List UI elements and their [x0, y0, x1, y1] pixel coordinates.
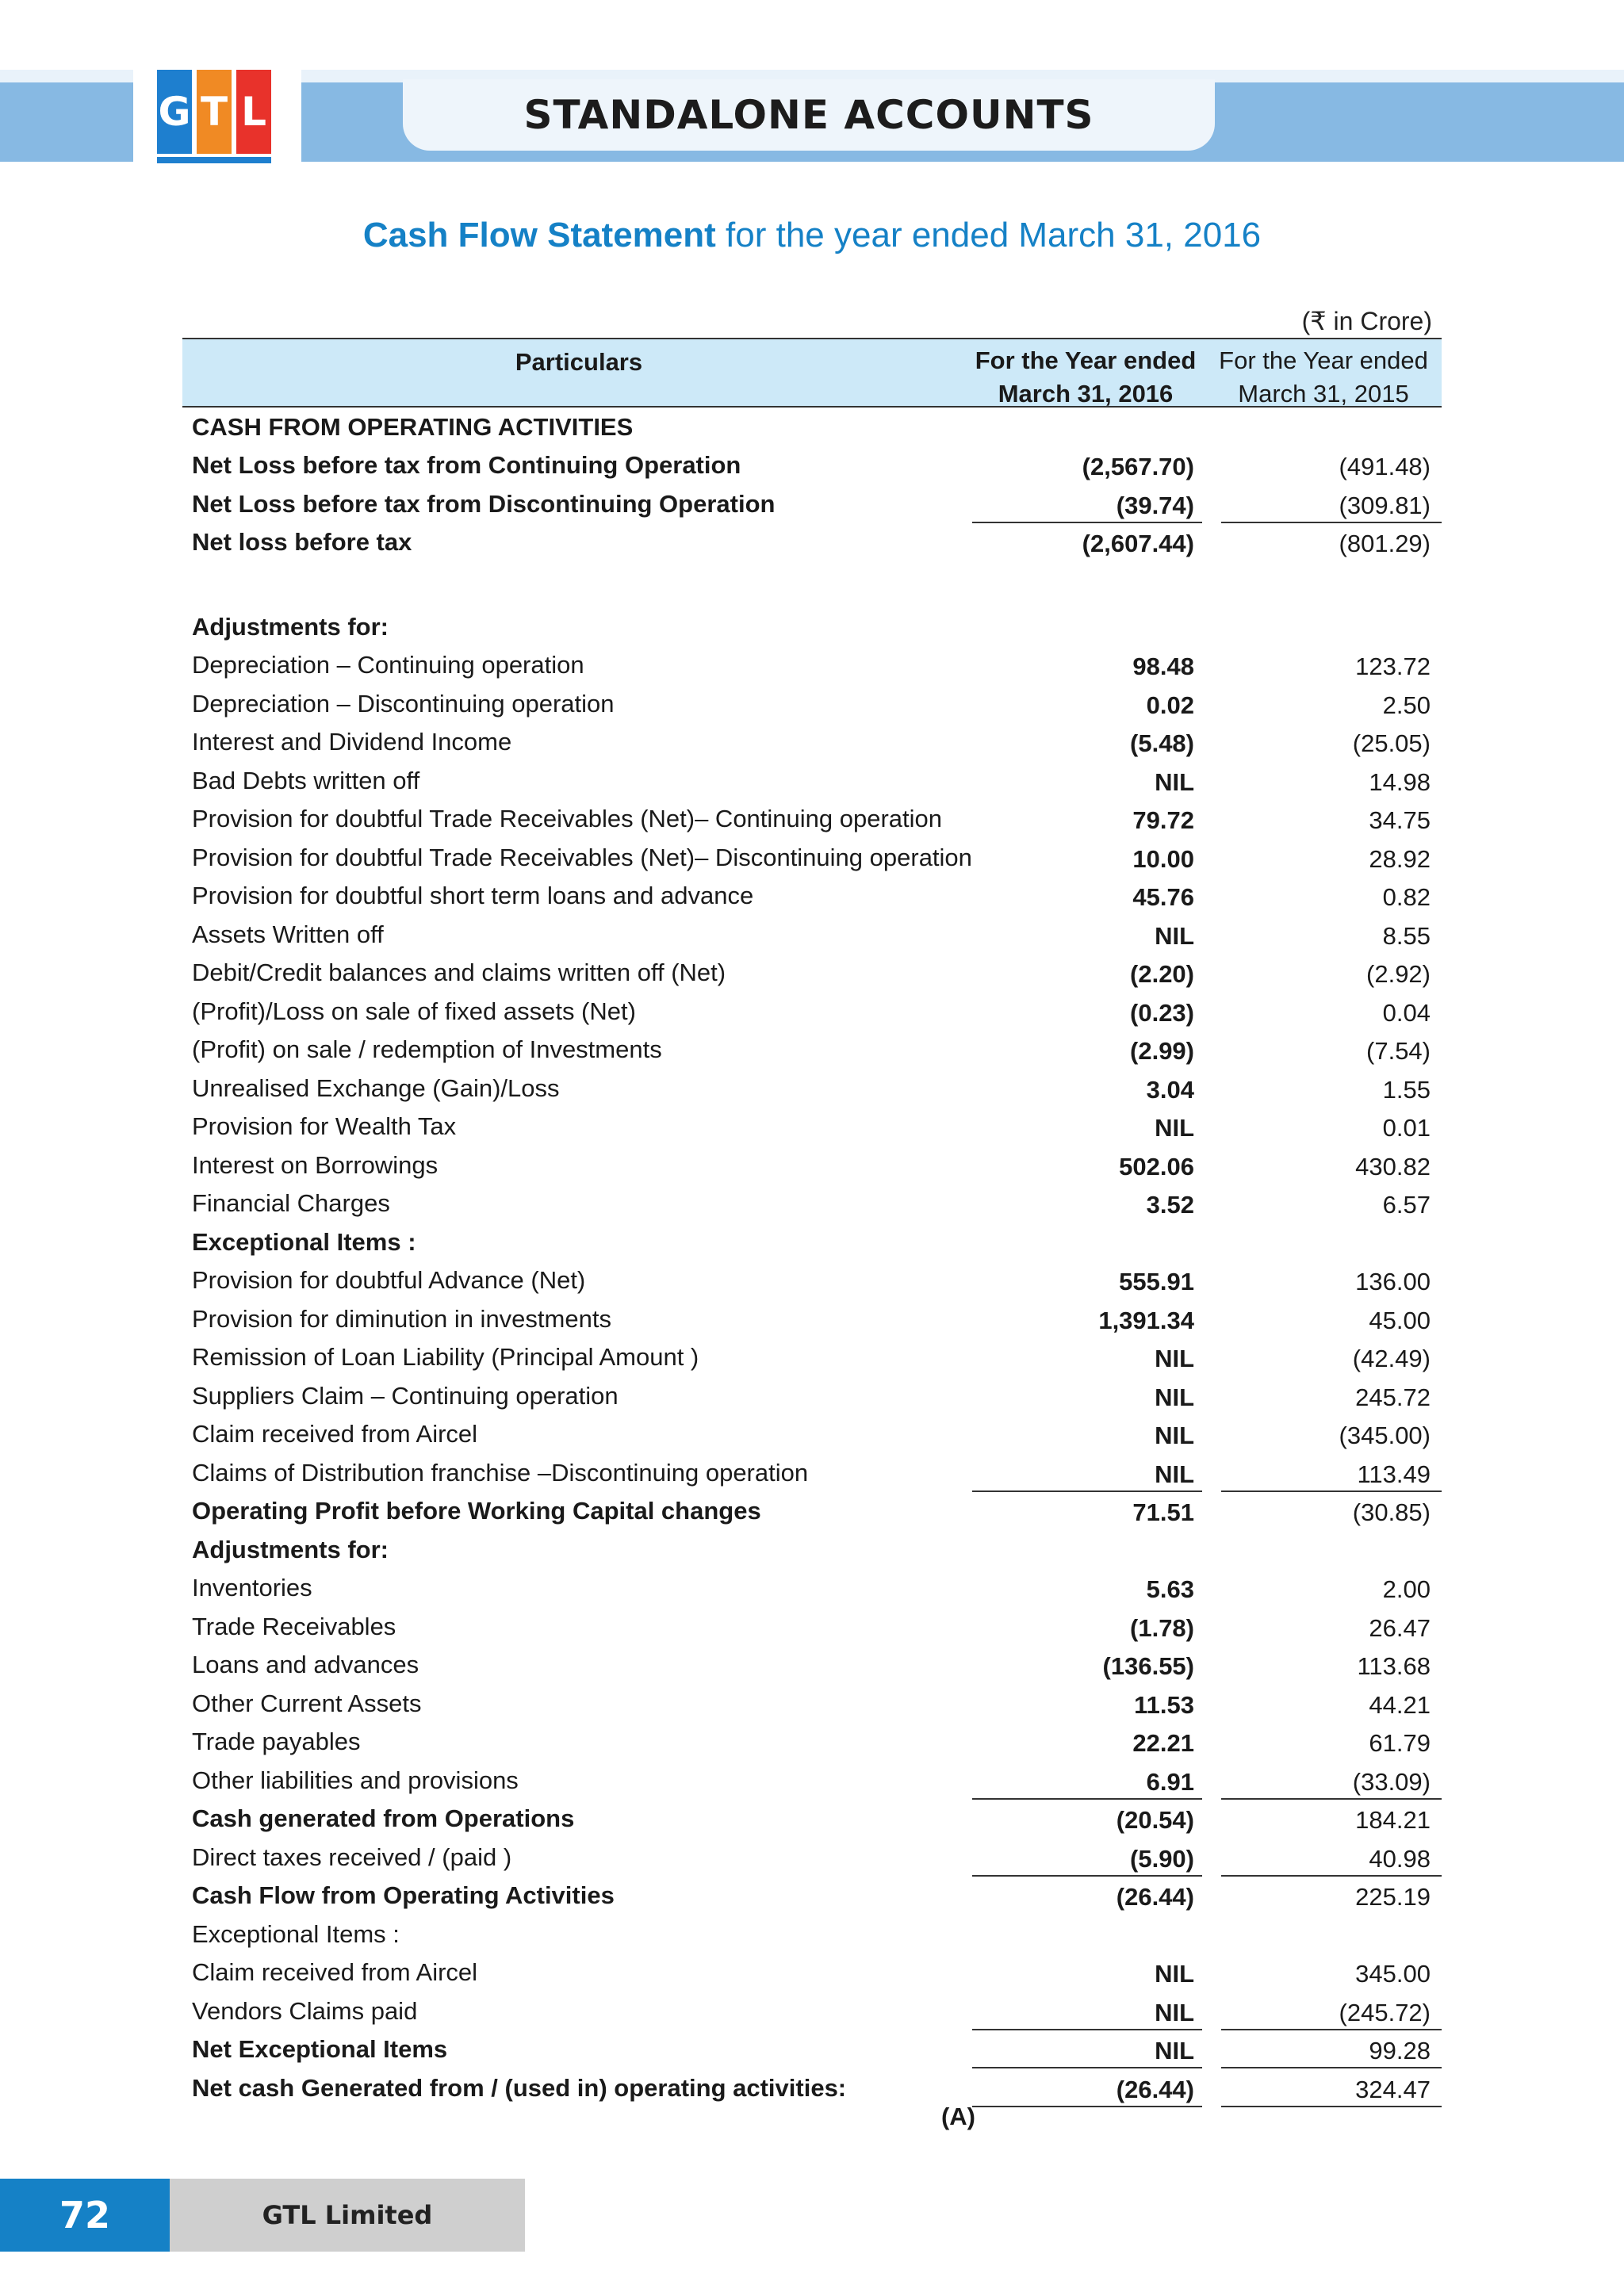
- row-spacer: [182, 561, 1442, 607]
- table-row: [182, 1569, 1442, 1608]
- value-2015: (33.09): [1352, 1767, 1431, 1796]
- table-header: [182, 338, 1442, 408]
- row-label: Provision for doubtful Trade Receivables (Net)– Discontinuing operation: [192, 843, 972, 871]
- value-2016: 3.52: [1146, 1191, 1194, 1219]
- section-title-tab: [403, 79, 1215, 151]
- row-label: (Profit) on sale / redemption of Investments: [192, 1035, 662, 1063]
- value-2015: 345.00: [1355, 1960, 1431, 1988]
- value-2015: (30.85): [1352, 1498, 1431, 1526]
- value-2016: NIL: [1155, 1998, 1194, 2026]
- value-2015: 2.00: [1382, 1575, 1431, 1603]
- value-2015: (7.54): [1366, 1037, 1431, 1065]
- table-row: [182, 607, 1442, 646]
- table-row: [182, 1338, 1442, 1377]
- column-header-2015: [1205, 344, 1442, 411]
- table-row: [182, 1530, 1442, 1569]
- table-row: [182, 1069, 1442, 1108]
- value-2015: 14.98: [1369, 767, 1431, 796]
- table-row: [182, 1723, 1442, 1762]
- page-number: 72: [0, 2179, 170, 2252]
- table-row: [182, 1761, 1442, 1800]
- value-2015: 324.47: [1355, 2075, 1431, 2103]
- section-title: STANDALONE ACCOUNTS: [523, 92, 1094, 138]
- row-label: Provision for doubtful Trade Receivables (Net)– Continuing operation: [192, 805, 943, 832]
- table-row: [182, 1146, 1442, 1184]
- value-2016: 0.02: [1146, 691, 1194, 719]
- value-2015: 8.55: [1382, 921, 1431, 950]
- value-2016: 22.21: [1132, 1729, 1194, 1757]
- row-label: Suppliers Claim – Continuing operation: [192, 1381, 619, 1410]
- table-row: [182, 1954, 1442, 1992]
- value-2016: (136.55): [1102, 1652, 1194, 1680]
- row-label: Trade Receivables: [192, 1612, 396, 1640]
- value-2015: (2.92): [1366, 960, 1431, 988]
- row-label: Net loss before tax: [192, 528, 412, 556]
- table-row: [182, 915, 1442, 954]
- column-header-2016: [969, 344, 1202, 411]
- value-2015: 40.98: [1369, 1844, 1431, 1873]
- row-label: Provision for doubtful Advance (Net): [192, 1266, 586, 1294]
- row-label: Depreciation – Discontinuing operation: [192, 689, 615, 718]
- value-2016: NIL: [1155, 1960, 1194, 1988]
- value-2016: 45.76: [1132, 883, 1194, 911]
- value-2016: NIL: [1155, 1114, 1194, 1142]
- value-2015: 0.01: [1382, 1114, 1431, 1142]
- value-2015: (491.48): [1339, 453, 1431, 480]
- value-2016: NIL: [1155, 1460, 1194, 1488]
- table-row: [182, 484, 1442, 523]
- table-row: [182, 646, 1442, 685]
- statement-title-bold: Cash Flow Statement: [362, 216, 716, 254]
- row-label: Claim received from Aircel: [192, 1958, 478, 1986]
- table-row: [182, 1607, 1442, 1646]
- logo-underline: [157, 157, 271, 163]
- value-2016: (26.44): [1116, 2075, 1194, 2103]
- value-2015: 6.57: [1382, 1191, 1431, 1219]
- value-2015: 45.00: [1369, 1306, 1431, 1334]
- column-header-particulars: Particulars: [515, 348, 643, 376]
- table-row: [182, 523, 1442, 562]
- value-2015: (345.00): [1339, 1422, 1431, 1449]
- table-row: [182, 1299, 1442, 1338]
- table-row: [182, 1646, 1442, 1685]
- table-row: [182, 1877, 1442, 1915]
- row-tag-text: (A): [940, 2102, 975, 2130]
- value-2015: 61.79: [1369, 1729, 1431, 1757]
- value-2015: 99.28: [1369, 2037, 1431, 2064]
- value-2016: NIL: [1155, 1383, 1194, 1411]
- row-label: Interest and Dividend Income: [192, 728, 512, 756]
- table-row: [182, 1915, 1442, 1954]
- value-2016: (2,607.44): [1082, 530, 1194, 557]
- value-2015: 0.82: [1382, 883, 1431, 911]
- value-2015: 34.75: [1369, 806, 1431, 834]
- table-row: [182, 1184, 1442, 1223]
- table-body: [182, 408, 1442, 2130]
- currency-note: (₹ in Crore): [1301, 307, 1432, 335]
- value-2015: (42.49): [1352, 1345, 1431, 1372]
- value-2016: 5.63: [1146, 1575, 1194, 1603]
- row-label: Exceptional Items :: [192, 1227, 416, 1256]
- value-2015: (801.29): [1339, 530, 1431, 557]
- value-2016: NIL: [1155, 767, 1194, 796]
- value-2015: 113.49: [1357, 1460, 1431, 1488]
- row-label: Unrealised Exchange (Gain)/Loss: [192, 1073, 560, 1102]
- table-row: [182, 1992, 1442, 2030]
- value-2015: (309.81): [1339, 491, 1431, 519]
- value-2016: NIL: [1155, 2037, 1194, 2064]
- value-2016: (26.44): [1116, 1883, 1194, 1911]
- row-label: Direct taxes received / (paid ): [192, 1843, 512, 1871]
- value-2016: 1,391.34: [1098, 1306, 1194, 1334]
- table-row: [182, 1261, 1442, 1300]
- row-label: Claim received from Aircel: [192, 1420, 478, 1448]
- row-label: Provision for Wealth Tax: [192, 1112, 457, 1140]
- value-2015: 44.21: [1369, 1690, 1431, 1719]
- table-row: [182, 838, 1442, 877]
- row-label: Financial Charges: [192, 1189, 390, 1217]
- value-2015: 28.92: [1369, 844, 1431, 873]
- row-label: Net cash Generated from / (used in) operating activities:: [192, 2073, 847, 2102]
- cash-flow-table: [182, 338, 1442, 2130]
- value-2015: (245.72): [1339, 1998, 1431, 2026]
- value-2016: 10.00: [1132, 844, 1194, 873]
- table-row: [182, 1684, 1442, 1723]
- row-label: Provision for diminution in investments: [192, 1304, 611, 1333]
- table-row: [182, 446, 1442, 485]
- value-2016: NIL: [1155, 1422, 1194, 1449]
- row-label: Vendors Claims paid: [192, 1996, 418, 2025]
- row-label: Net Loss before tax from Continuing Operation: [192, 451, 741, 479]
- row-label: Bad Debts written off: [192, 766, 420, 794]
- table-row: [182, 2030, 1442, 2069]
- row-label: Remission of Loan Liability (Principal Amount ): [192, 1343, 699, 1371]
- table-row: [182, 1453, 1442, 1492]
- row-label: Claims of Distribution franchise –Discontinuing operation: [192, 1458, 809, 1487]
- row-label: Trade payables: [192, 1728, 361, 1755]
- value-2016: NIL: [1155, 1345, 1194, 1372]
- table-row: [182, 1800, 1442, 1839]
- table-row: [182, 1108, 1442, 1146]
- footer-company-name: GTL Limited: [170, 2179, 525, 2252]
- value-2015: 245.72: [1355, 1383, 1431, 1411]
- table-row: [182, 761, 1442, 800]
- row-label: Adjustments for:: [192, 612, 389, 641]
- column-header-2016-line2: March 31, 2016: [998, 380, 1174, 408]
- column-header-2016-line1: For the Year ended: [975, 346, 1197, 374]
- row-label: Loans and advances: [192, 1651, 419, 1678]
- table-row: [182, 723, 1442, 762]
- column-header-2015-line2: March 31, 2015: [1238, 380, 1409, 408]
- value-2016: (5.90): [1130, 1844, 1194, 1873]
- value-2016: 502.06: [1119, 1152, 1194, 1181]
- row-label: Interest on Borrowings: [192, 1150, 439, 1179]
- row-label: (Profit)/Loss on sale of fixed assets (Net): [192, 997, 636, 1025]
- row-label: CASH FROM OPERATING ACTIVITIES: [192, 412, 634, 441]
- value-2015: 113.68: [1357, 1652, 1431, 1680]
- logo-letter-l: L: [236, 70, 271, 154]
- row-label: Assets Written off: [192, 920, 384, 948]
- value-2016: 6.91: [1146, 1767, 1194, 1796]
- row-label: Provision for doubtful short term loans and advance: [192, 882, 754, 909]
- row-label: Cash Flow from Operating Activities: [192, 1881, 615, 1909]
- value-2015: 225.19: [1355, 1883, 1431, 1911]
- row-label: Cash generated from Operations: [192, 1804, 575, 1832]
- value-2016: (2.20): [1130, 960, 1194, 988]
- statement-title: [0, 216, 1624, 255]
- value-2015: 184.21: [1355, 1806, 1431, 1834]
- table-row: [182, 684, 1442, 723]
- row-label: Other Current Assets: [192, 1689, 422, 1717]
- logo-letter-g: G: [157, 70, 192, 154]
- row-label: Operating Profit before Working Capital changes: [192, 1497, 761, 1525]
- table-row: [182, 1031, 1442, 1070]
- value-2016: (2,567.70): [1082, 453, 1194, 480]
- table-row: [182, 408, 1442, 446]
- gtl-logo: [133, 67, 301, 163]
- table-row: [182, 992, 1442, 1031]
- table-row: [182, 877, 1442, 916]
- value-2016: 11.53: [1134, 1690, 1194, 1719]
- row-label: Exceptional Items :: [192, 1919, 400, 1948]
- table-row: [182, 1223, 1442, 1261]
- value-2016: 3.04: [1146, 1075, 1194, 1104]
- value-2016: (0.23): [1130, 998, 1194, 1027]
- value-2016: NIL: [1155, 921, 1194, 950]
- row-label: Other liabilities and provisions: [192, 1766, 519, 1794]
- table-row: [182, 954, 1442, 993]
- value-2016: (2.99): [1130, 1037, 1194, 1065]
- table-row: [182, 1492, 1442, 1531]
- row-label: Inventories: [192, 1574, 312, 1601]
- column-header-2015-line1: For the Year ended: [1219, 346, 1428, 374]
- row-label: Net Exceptional Items: [192, 2035, 448, 2063]
- value-2015: 136.00: [1355, 1268, 1431, 1295]
- value-2016: (39.74): [1116, 491, 1194, 519]
- table-row: [182, 2068, 1442, 2130]
- row-label: Adjustments for:: [192, 1535, 389, 1563]
- value-2016: 79.72: [1132, 806, 1194, 834]
- value-2016: (1.78): [1130, 1613, 1194, 1642]
- value-2015: 1.55: [1382, 1075, 1431, 1104]
- table-row: [182, 800, 1442, 839]
- value-2016: 71.51: [1132, 1498, 1194, 1526]
- value-2015: 26.47: [1369, 1613, 1431, 1642]
- table-row: [182, 1415, 1442, 1454]
- value-2016: (5.48): [1130, 729, 1194, 757]
- statement-title-rest: for the year ended March 31, 2016: [715, 216, 1262, 254]
- row-label: Depreciation – Continuing operation: [192, 651, 584, 679]
- table-row: [182, 1376, 1442, 1415]
- logo-letter-t: T: [197, 70, 232, 154]
- value-2016: (20.54): [1116, 1806, 1194, 1834]
- row-label: Net Loss before tax from Discontinuing Operation: [192, 489, 776, 518]
- value-2015: (25.05): [1352, 729, 1431, 757]
- table-row: [182, 1838, 1442, 1877]
- value-2015: 2.50: [1382, 691, 1431, 719]
- value-2015: 0.04: [1382, 998, 1431, 1027]
- value-2016: 98.48: [1132, 652, 1194, 680]
- row-label: Debit/Credit balances and claims written off (Net): [192, 959, 726, 986]
- value-2015: 123.72: [1355, 652, 1431, 680]
- value-2015: 430.82: [1355, 1152, 1431, 1181]
- value-2016: 555.91: [1119, 1268, 1194, 1295]
